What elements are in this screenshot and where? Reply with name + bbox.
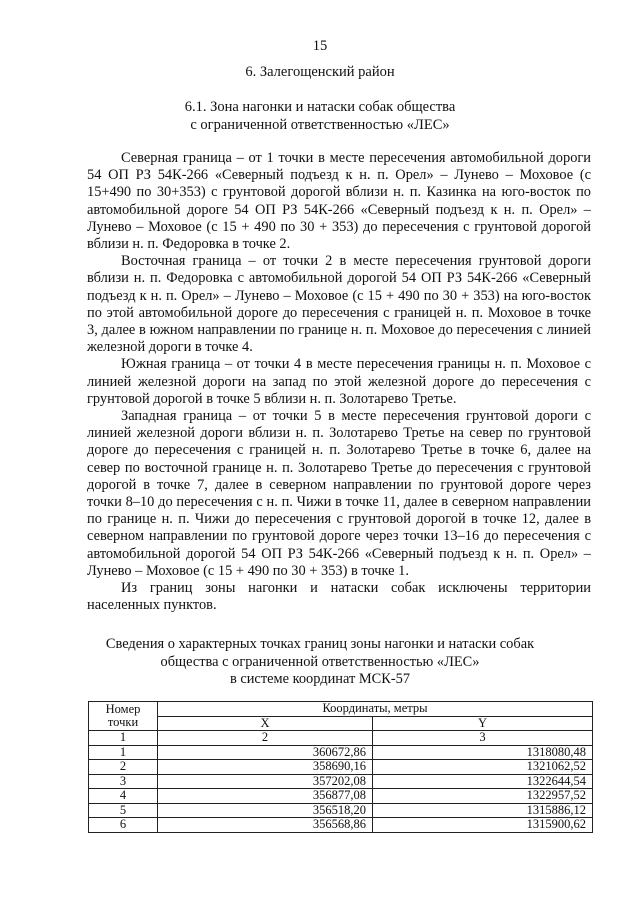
table-row: [89, 803, 593, 818]
point-number-cell: 3: [89, 774, 158, 789]
coordinates-table: [88, 701, 593, 833]
point-number-cell: 4: [89, 789, 158, 804]
index-cell: 2: [158, 731, 373, 746]
table-row: [89, 789, 593, 804]
x-cell: 356568,86: [158, 818, 373, 833]
index-cell: 1: [89, 731, 158, 746]
page-number: 15: [312, 38, 328, 54]
header-coordinates: Координаты, метры: [158, 702, 593, 717]
point-number-cell: 1: [89, 745, 158, 760]
table-row: [89, 774, 593, 789]
y-cell: 1322644,54: [373, 774, 593, 789]
y-cell: 1321062,52: [373, 760, 593, 775]
x-cell: 358690,16: [158, 760, 373, 775]
table-subheader-row: [89, 716, 593, 731]
subsection-title: [0, 98, 640, 134]
point-number-cell: 2: [89, 760, 158, 775]
document-body: [87, 150, 591, 614]
y-cell: 1318080,48: [373, 745, 593, 760]
table-index-row: [89, 731, 593, 746]
header-x: X: [158, 716, 373, 731]
x-cell: 357202,08: [158, 774, 373, 789]
header-y: Y: [373, 716, 593, 731]
y-cell: 1322957,52: [373, 789, 593, 804]
point-number-cell: 6: [89, 818, 158, 833]
x-cell: 356518,20: [158, 803, 373, 818]
x-cell: 356877,08: [158, 789, 373, 804]
section-title: 6. Залегощенский район: [245, 64, 395, 80]
x-cell: 360672,86: [158, 745, 373, 760]
table-row: [89, 745, 593, 760]
paragraph-east-border: Восточная граница – от точки 2 в месте пересечения грунтовой дороги вблизи н. п. Федоровка с автомобильной дорогой 54 ОП РЗ 54К-266 «Северный подъезд к н. п. Орел» – Лунево – Моховое (с 15 + 490 по 30 + 353) на юго-восток по этой автомобильной дороге до пересечения с границей н. п. Моховое в точке 3, далее в южном направлении по границе н. п. Моховое до пересечения с линией железной дороги в точке 4.: [87, 253, 591, 356]
table-caption: [0, 636, 640, 689]
table-caption-line: общества с ограниченной ответственностью «ЛЕС»: [160, 653, 480, 670]
index-cell: 3: [373, 731, 593, 746]
header-point-number: Номер точки: [89, 702, 158, 731]
point-number-cell: 5: [89, 803, 158, 818]
paragraph-west-border: Западная граница – от точки 5 в месте пересечения грунтовой дороги с линией железной дороги вблизи н. п. Золотарево Третье на север по грунтовой дороге до пересечения с границей н. п. Золотарево Третье в точке 6, далее на север по восточной границе н. п. Золотарево Третье до пересечения с грунтовой дорогой в точке 7, далее в северном направлении по грунтовой дороге через точки 8–10 до пересечения с н. п. Чижи в точке 11, далее в северном направлении по границе н. п. Чижи до пересечения с грунтовой дорогой в точке 12, далее в северном направлении по грунтовой дороге через точки 13–16 до пересечения с автомобильной дорогой 54 ОП РЗ 54К-266 «Северный подъезд к н. п. Орел» – Лунево – Моховое (с 15 + 490 по 30 + 353) в точке 1.: [87, 408, 591, 579]
y-cell: 1315886,12: [373, 803, 593, 818]
paragraph-north-border: Северная граница – от 1 точки в месте пересечения автомобильной дороги 54 ОП РЗ 54К-266 «Северный подъезд к н. п. Орел» – Лунево – Моховое (с 15+490 по 30+353) с грунтовой дорогой вблизи н. п. Казинка на юго-восток по автомобильной дороге 54 ОП РЗ 54К-266 «Северный подъезд к н. п. Орел» – Лунево – Моховое (с 15 + 490 по 30 + 353) до пересечения с грунтовой дорогой вблизи н. п. Федоровка в точке 2.: [87, 150, 591, 253]
table-row: [89, 818, 593, 833]
paragraph-exclusion: Из границ зоны нагонки и натаски собак исключены территории населенных пунктов.: [87, 580, 591, 614]
subsection-title-line: с ограниченной ответственностью «ЛЕС»: [190, 117, 450, 133]
table-row: [89, 760, 593, 775]
paragraph-south-border: Южная граница – от точки 4 в месте пересечения границы н. п. Моховое с линией железной дороги на запад по этой железной дороге до пересечения с грунтовой дорогой в точке 5 вблизи н. п. Золотарево Третье.: [87, 356, 591, 407]
table-header-row: [89, 702, 593, 717]
table-caption-line: в системе координат МСК-57: [229, 671, 411, 687]
y-cell: 1315900,62: [373, 818, 593, 833]
subsection-title-line: 6.1. Зона нагонки и натаски собак общества: [184, 99, 456, 115]
table-caption-line: Сведения о характерных точках границ зоны нагонки и натаски собак: [105, 636, 535, 652]
